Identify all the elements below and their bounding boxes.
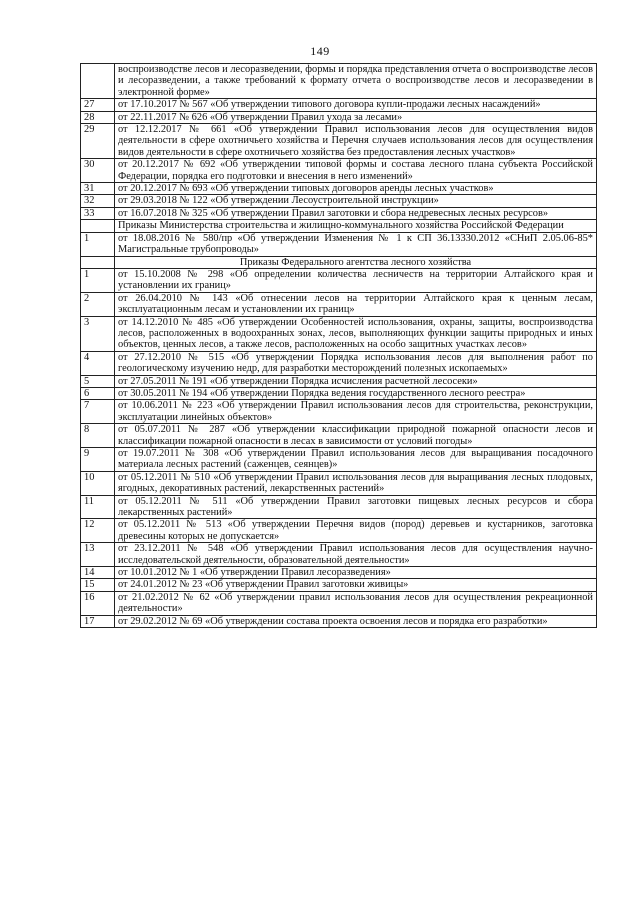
row-text: от 23.12.2011 № 548 «Об утверждении Правил использования лесов для осуществления научно-исследовательской деятельности, образовательной деятельности»: [115, 543, 597, 567]
row-text: от 21.02.2012 № 62 «Об утверждении правил использования лесов для осуществления рекреационной деятельности»: [115, 591, 597, 615]
row-number: 11: [81, 495, 115, 519]
row-text: от 05.12.2011 № 513 «Об утверждении Перечня видов (пород) деревьев и кустарников, заготовка древесины которых не допускается»: [115, 519, 597, 543]
table-row: [81, 387, 597, 399]
row-number: 29: [81, 124, 115, 159]
table-row: [81, 232, 597, 256]
row-number: 10: [81, 471, 115, 495]
page-number: 149: [310, 44, 330, 58]
row-number: 9: [81, 448, 115, 472]
row-text: от 19.07.2011 № 308 «Об утверждении Правил использования лесов для выращивания посадочного материала лесных растений (саженцев, сеянцев)»: [115, 448, 597, 472]
table-row: [81, 99, 597, 111]
row-number: 32: [81, 195, 115, 207]
row-number: 6: [81, 387, 115, 399]
row-number: 3: [81, 316, 115, 351]
row-text: от 30.05.2011 № 194 «Об утверждении Порядка ведения государственного лесного реестра»: [115, 387, 597, 399]
row-text: от 12.12.2017 № 661 «Об утверждении Правил использования лесов для осуществления видов деятельности в сфере охотничьего хозяйства и Перечня случаев использования лесов для осуществления видов деятельности в сфере охотничьего хозяйства без предоставления лесных участков»: [115, 124, 597, 159]
row-number: [81, 220, 115, 232]
table-row: [81, 519, 597, 543]
row-number: 13: [81, 543, 115, 567]
table-row: [81, 424, 597, 448]
row-text: от 29.02.2012 № 69 «Об утверждении состава проекта освоения лесов и порядка его разработки»: [115, 615, 597, 627]
row-text: от 10.01.2012 № 1 «Об утверждении Правил лесоразведения»: [115, 567, 597, 579]
section-heading: Приказы Федерального агентства лесного хозяйства: [115, 256, 597, 268]
row-number: 28: [81, 111, 115, 123]
row-number: 12: [81, 519, 115, 543]
row-number: 33: [81, 207, 115, 219]
regulations-table: [80, 63, 597, 628]
table-row: [81, 615, 597, 627]
row-number: 1: [81, 232, 115, 256]
row-text: от 20.12.2017 № 692 «Об утверждении типовой формы и состава лесного плана субъекта Российской Федерации, порядка его подготовки и внесения в него изменений»: [115, 159, 597, 183]
row-number: 8: [81, 424, 115, 448]
table-row: [81, 375, 597, 387]
section-heading: Приказы Министерства строительства и жилищно-коммунального хозяйства Российской Федерации: [115, 220, 597, 232]
row-text: от 29.03.2018 № 122 «Об утверждении Лесоустроительной инструкции»: [115, 195, 597, 207]
row-number: 4: [81, 351, 115, 375]
row-text: от 18.08.2016 № 580/пр «Об утверждении Изменения № 1 к СП 36.13330.2012 «СНиП 2.05.06-85* Магистральные трубопроводы»: [115, 232, 597, 256]
row-text: от 20.12.2017 № 693 «Об утверждении типовых договоров аренды лесных участков»: [115, 183, 597, 195]
row-number: 17: [81, 615, 115, 627]
row-text: от 17.10.2017 № 567 «Об утверждении типового договора купли-продажи лесных насаждений»: [115, 99, 597, 111]
table-row: [81, 543, 597, 567]
table-row: [81, 316, 597, 351]
row-number: 14: [81, 567, 115, 579]
row-text: от 22.11.2017 № 626 «Об утверждении Правил ухода за лесами»: [115, 111, 597, 123]
row-number: [81, 64, 115, 99]
row-number: 30: [81, 159, 115, 183]
row-text: от 05.12.2011 № 511 «Об утверждении Правил заготовки пищевых лесных ресурсов и сбора лекарственных растений»: [115, 495, 597, 519]
table-row: [81, 183, 597, 195]
row-text: от 24.01.2012 № 23 «Об утверждении Правил заготовки живицы»: [115, 579, 597, 591]
row-number: [81, 256, 115, 268]
row-number: 5: [81, 375, 115, 387]
section-heading-row: [81, 256, 597, 268]
table-row: [81, 292, 597, 316]
table-row: [81, 64, 597, 99]
row-number: 15: [81, 579, 115, 591]
row-number: 1: [81, 268, 115, 292]
row-text: от 16.07.2018 № 325 «Об утверждении Правил заготовки и сбора недревесных лесных ресурсов»: [115, 207, 597, 219]
table-row: [81, 591, 597, 615]
table-row: [81, 495, 597, 519]
table-row: [81, 207, 597, 219]
table-row: [81, 400, 597, 424]
section-heading-row: [81, 220, 597, 232]
table-row: [81, 111, 597, 123]
row-text: от 10.06.2011 № 223 «Об утверждении Правил использования лесов для строительства, реконструкции, эксплуатации линейных объектов»: [115, 400, 597, 424]
table-row: [81, 567, 597, 579]
row-number: 31: [81, 183, 115, 195]
row-text: воспроизводстве лесов и лесоразведении, формы и порядка представления отчета о воспроизводстве лесов и лесоразведении, а также требований к формату отчета о воспроизводстве лесов и лесоразведении в электронной форме»: [115, 64, 597, 99]
row-text: от 14.12.2010 № 485 «Об утверждении Особенностей использования, охраны, защиты, воспроизводства лесов, расположенных в водоохранных зонах, лесов, выполняющих функции защиты природных и иных объектов, ценных лесов, а также лесов, расположенных на особо защитных участках лесов»: [115, 316, 597, 351]
row-text: от 27.12.2010 № 515 «Об утверждении Порядка использования лесов для выполнения работ по геологическому изучению недр, для разработки месторождений полезных ископаемых»: [115, 351, 597, 375]
table-row: [81, 471, 597, 495]
table-row: [81, 579, 597, 591]
table-row: [81, 351, 597, 375]
table-row: [81, 124, 597, 159]
table-row: [81, 159, 597, 183]
row-text: от 27.05.2011 № 191 «Об утверждении Порядка исчисления расчетной лесосеки»: [115, 375, 597, 387]
row-text: от 15.10.2008 № 298 «Об определении количества лесничеств на территории Алтайского края и установлении их границ»: [115, 268, 597, 292]
row-number: 27: [81, 99, 115, 111]
table-body: [81, 64, 597, 628]
row-number: 16: [81, 591, 115, 615]
row-text: от 05.12.2011 № 510 «Об утверждении Правил использования лесов для выращивания лесных плодовых, ягодных, декоративных растений, лекарственных растений»: [115, 471, 597, 495]
table-row: [81, 268, 597, 292]
table-row: [81, 195, 597, 207]
row-number: 7: [81, 400, 115, 424]
row-text: от 05.07.2011 № 287 «Об утверждении классификации природной пожарной опасности лесов и классификации пожарной опасности в лесах в зависимости от условий погоды»: [115, 424, 597, 448]
row-number: 2: [81, 292, 115, 316]
table-row: [81, 448, 597, 472]
row-text: от 26.04.2010 № 143 «Об отнесении лесов на территории Алтайского края к ценным лесам, эксплуатационным лесам и установлении их границ»: [115, 292, 597, 316]
